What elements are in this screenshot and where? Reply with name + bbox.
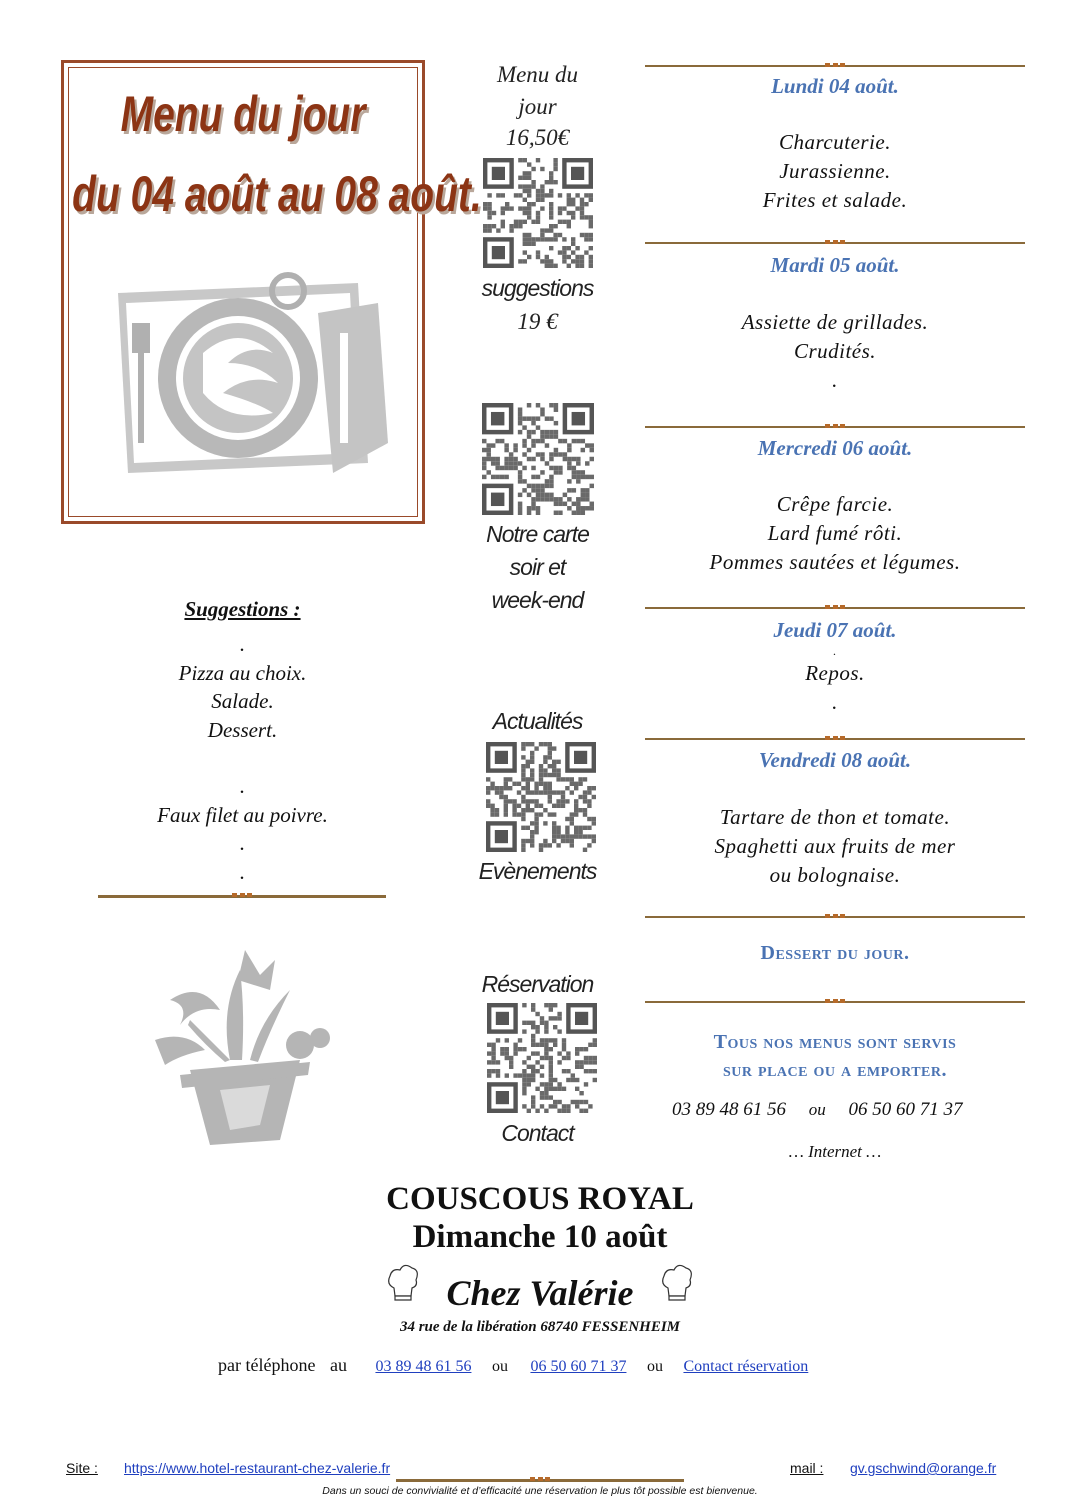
dish-item: Pommes sautées et légumes.: [709, 550, 961, 574]
dish-item: Jurassienne.: [779, 159, 891, 183]
day-title-tuesday: Mardi 05 août.: [770, 253, 900, 277]
special-line-1: COUSCOUS ROYAL: [386, 1181, 694, 1217]
separator: [645, 242, 1025, 244]
day-dishes-tuesday: [645, 308, 1025, 395]
footer-note: Dans un souci de convivialité et d’efficacité une réservation le plus tôt possible est bienvenue.: [322, 1485, 758, 1497]
day-dishes-wednesday: [645, 490, 1025, 577]
separator: [98, 895, 386, 898]
separator: [396, 1479, 684, 1482]
suggestion-item: .: [239, 859, 246, 884]
menu-label-1: Menu du: [496, 62, 579, 87]
dish-item: Crêpe farcie.: [776, 492, 894, 516]
dish-item: Spaghetti aux fruits de mer: [714, 834, 956, 858]
dish-item: .: [832, 368, 838, 392]
suggestion-item: Salade.: [211, 689, 274, 713]
dish-item: ou bolognaise.: [769, 863, 901, 887]
separator: [645, 607, 1025, 609]
restaurant-name: Chez Valérie: [446, 1273, 634, 1313]
contact-ou-2: ou: [646, 1358, 663, 1375]
separator: [645, 916, 1025, 918]
qr-code-reservation[interactable]: [487, 1003, 597, 1113]
day-dishes-monday: [645, 128, 1025, 215]
dish-item: Assiette de grillades.: [741, 310, 929, 334]
plate-cutlery-icon: [108, 263, 398, 483]
dish-item: Tartare de thon et tomate.: [719, 805, 951, 829]
separator: [645, 426, 1025, 428]
day-title-thursday: Jeudi 07 août.: [773, 618, 897, 642]
evenements-label: Evènements: [478, 858, 597, 884]
suggestions-title: Suggestions :: [184, 597, 301, 621]
carte-label-2: soir et: [509, 554, 566, 580]
dish-item: .: [833, 644, 837, 658]
suggestion-item: Pizza au choix.: [178, 660, 307, 685]
internet-label: … Internet …: [788, 1142, 882, 1161]
dish-item: Charcuterie.: [779, 130, 891, 154]
phone-link-1[interactable]: 03 89 48 61 56: [375, 1358, 472, 1375]
site-label: Site :: [66, 1460, 98, 1476]
contact-line: [218, 1355, 918, 1376]
title-line-2: du 04 août au 08 août.: [72, 166, 482, 222]
separator: [645, 738, 1025, 740]
chef-hat-icon: [660, 1262, 694, 1304]
phones-line: [672, 1099, 1012, 1121]
dish-item: Lard fumé rôti.: [767, 521, 903, 545]
menu-price: 16,50€: [505, 125, 570, 150]
day-title-monday: Lundi 04 août.: [771, 74, 899, 98]
dish-item: Frites et salade.: [762, 188, 908, 212]
title-line-1: Menu du jour: [120, 86, 366, 142]
phone-1: 03 89 48 61 56: [672, 1099, 786, 1120]
service-notice-line-1: Tous nos menus sont servis: [713, 1031, 957, 1053]
suggestion-item: [100, 744, 385, 772]
contact-label: Contact: [501, 1120, 574, 1146]
site-link[interactable]: https://www.hotel-restaurant-chez-valerie.fr: [124, 1460, 391, 1476]
contact-ou-1: ou: [491, 1358, 508, 1375]
service-notice-line-2: sur place ou a emporter.: [723, 1059, 947, 1081]
title-box: [61, 60, 482, 524]
mail-label: mail :: [790, 1460, 824, 1476]
carte-label-1: Notre carte: [486, 521, 589, 547]
suggestions-list: [100, 630, 385, 886]
contact-au: au: [329, 1355, 347, 1375]
restaurant-address: 34 rue de la libération 68740 FESSENHEIM: [399, 1319, 681, 1335]
reservation-label: Réservation: [481, 971, 594, 997]
special-line-2: Dimanche 10 août: [412, 1219, 668, 1255]
flower-pot-icon: [150, 950, 340, 1150]
suggestion-item: .: [239, 831, 246, 855]
special-event: [0, 1180, 1080, 1256]
dish-item: .: [832, 690, 838, 714]
suggestion-item: Dessert.: [207, 717, 278, 742]
phone-link-2[interactable]: 06 50 60 71 37: [530, 1358, 627, 1375]
qr-code-menu[interactable]: [483, 158, 593, 268]
qr-code-actualites[interactable]: [486, 742, 596, 852]
qr-code-carte[interactable]: [482, 403, 594, 515]
suggestion-item: .: [239, 774, 246, 798]
suggestions-price: 19 €: [517, 309, 558, 334]
suggestion-item: Faux filet au poivre.: [157, 802, 328, 827]
separator: [645, 1001, 1025, 1003]
actualites-label: Actualités: [492, 708, 583, 734]
dish-item: Repos.: [805, 661, 865, 685]
menu-label-2: jour: [518, 94, 557, 119]
carte-label-3: week-end: [491, 587, 584, 613]
service-notice: [645, 1028, 1025, 1084]
separator: [645, 65, 1025, 67]
suggestions-label: suggestions: [481, 275, 594, 301]
mail-link[interactable]: gv.gschwind@orange.fr: [850, 1460, 997, 1476]
day-title-friday: Vendredi 08 août.: [758, 748, 912, 772]
phone-2: 06 50 60 71 37: [848, 1099, 963, 1120]
dessert-du-jour: Dessert du jour.: [760, 942, 910, 964]
phones-or: ou: [808, 1100, 826, 1119]
day-title-wednesday: Mercredi 06 août.: [757, 436, 913, 460]
contact-reservation-link[interactable]: Contact réservation: [683, 1358, 809, 1375]
dish-item: Crudités.: [793, 339, 877, 363]
suggestion-item: .: [239, 632, 246, 656]
contact-prefix: par téléphone: [218, 1355, 316, 1375]
day-dishes-thursday: [645, 643, 1025, 717]
day-dishes-friday: [645, 803, 1025, 890]
